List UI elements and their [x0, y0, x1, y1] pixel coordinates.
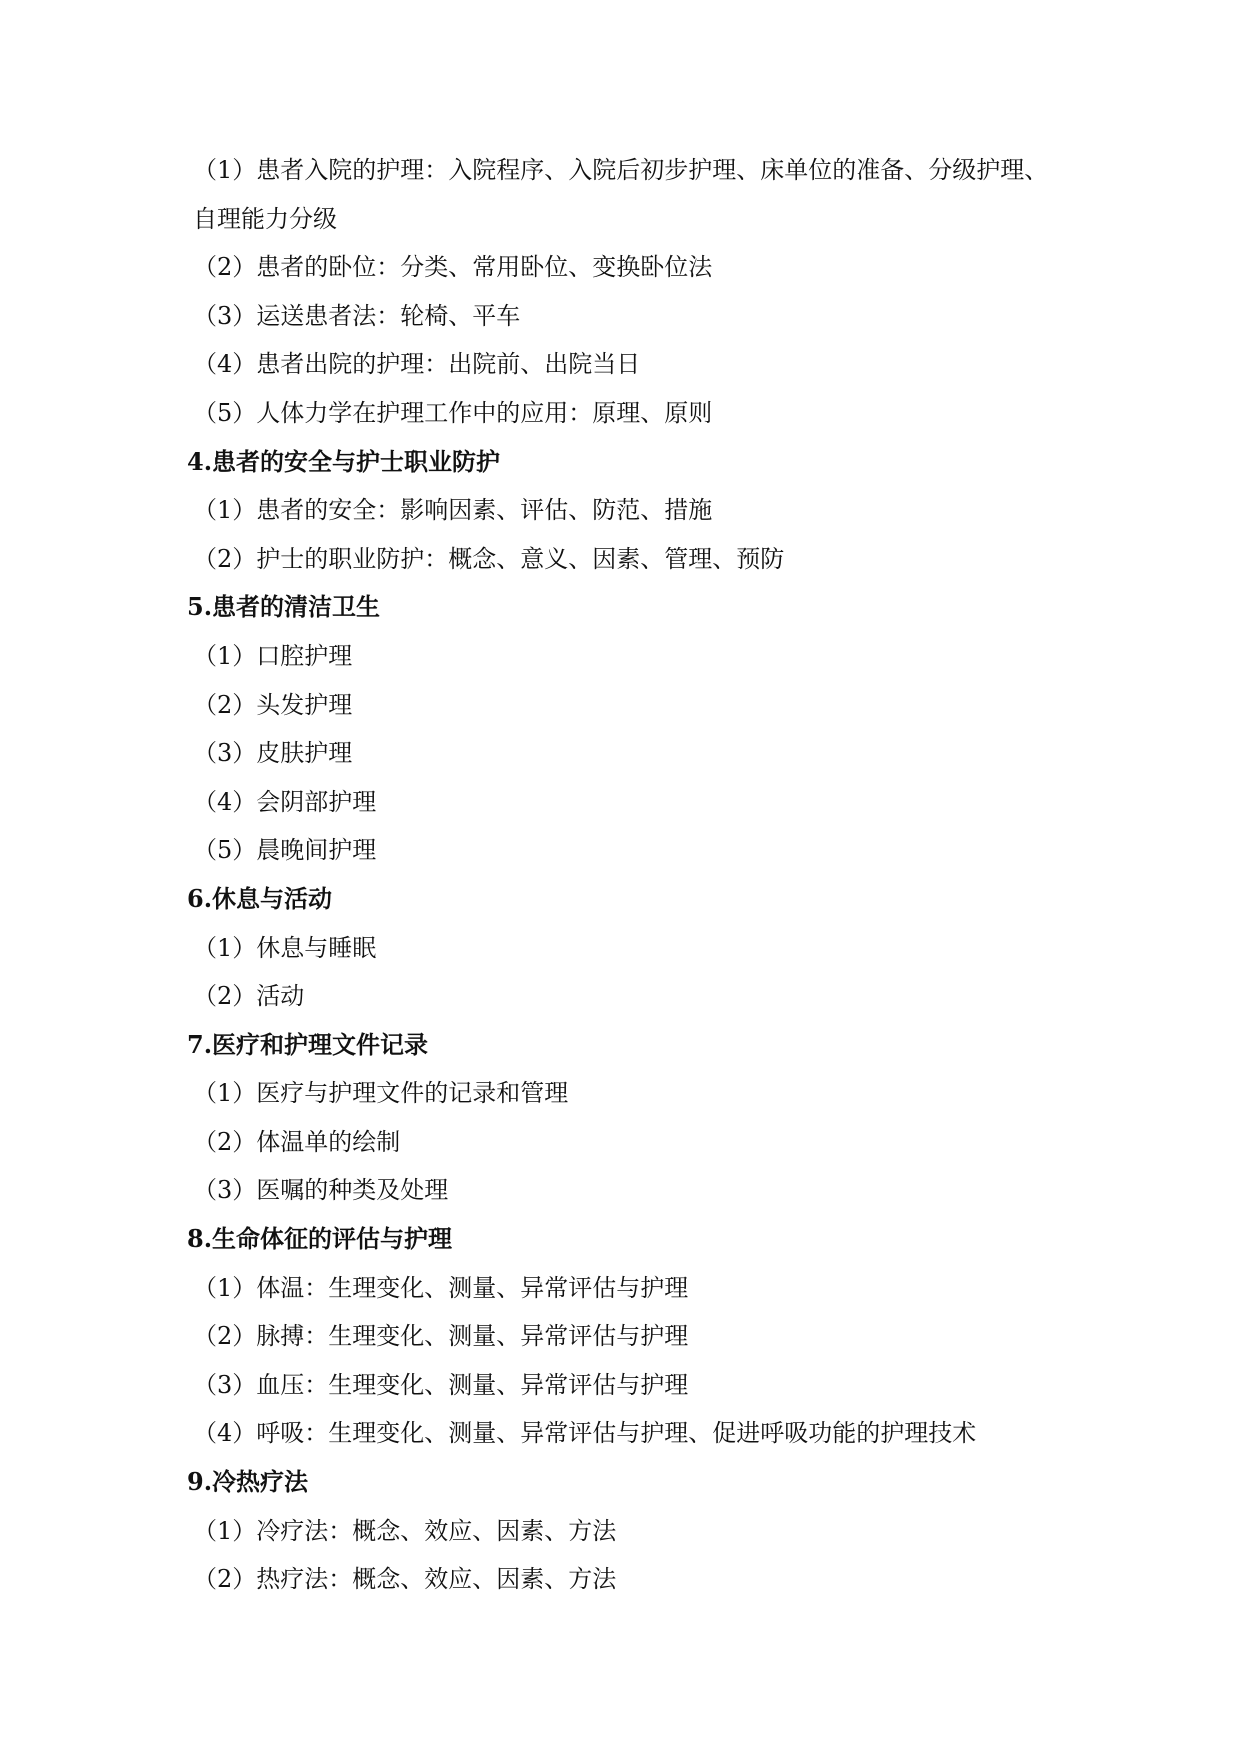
section-heading: 4.患者的安全与护士职业防护	[187, 446, 501, 476]
list-item: （5）人体力学在护理工作中的应用：原理、原则	[193, 398, 713, 427]
list-item: （1）患者入院的护理：入院程序、入院后初步护理、床单位的准备、分级护理、	[193, 156, 1049, 184]
list-item: （1）患者的安全：影响因素、评估、防范、措施	[193, 496, 713, 525]
list-item: （2）护士的职业防护：概念、意义、因素、管理、预防	[193, 544, 785, 573]
list-item: （3）医嘱的种类及处理	[193, 1176, 449, 1205]
list-item: （1）医疗与护理文件的记录和管理	[193, 1079, 569, 1108]
list-item: （4）呼吸：生理变化、测量、异常评估与护理、促进呼吸功能的护理技术	[193, 1419, 977, 1448]
list-item: （1）休息与睡眠	[193, 933, 377, 962]
list-item: （2）活动	[193, 982, 305, 1011]
list-item: （1）冷疗法：概念、效应、因素、方法	[193, 1516, 617, 1545]
list-item: （2）体温单的绘制	[193, 1127, 401, 1156]
list-item: （4）会阴部护理	[193, 787, 377, 816]
list-item: （1）体温：生理变化、测量、异常评估与护理	[193, 1273, 689, 1302]
section-heading: 6.休息与活动	[187, 883, 333, 913]
list-item: （2）头发护理	[193, 690, 353, 719]
list-item: （2）脉搏：生理变化、测量、异常评估与护理	[193, 1322, 689, 1351]
section-heading: 5.患者的清洁卫生	[187, 592, 381, 622]
list-item: （2）热疗法：概念、效应、因素、方法	[193, 1565, 617, 1594]
list-item-continuation: 自理能力分级	[193, 204, 337, 233]
list-item: （2）患者的卧位：分类、常用卧位、变换卧位法	[193, 253, 713, 282]
list-item: （4）患者出院的护理：出院前、出院当日	[193, 350, 641, 379]
list-item: （5）晨晚间护理	[193, 836, 377, 865]
section-heading: 7.医疗和护理文件记录	[187, 1029, 429, 1059]
list-item: （3）皮肤护理	[193, 739, 353, 768]
list-item: （1）口腔护理	[193, 641, 353, 670]
list-item: （3）血压：生理变化、测量、异常评估与护理	[193, 1370, 689, 1399]
section-heading: 8.生命体征的评估与护理	[187, 1224, 453, 1254]
section-heading: 9.冷热疗法	[187, 1467, 309, 1497]
list-item: （3）运送患者法：轮椅、平车	[193, 301, 521, 330]
